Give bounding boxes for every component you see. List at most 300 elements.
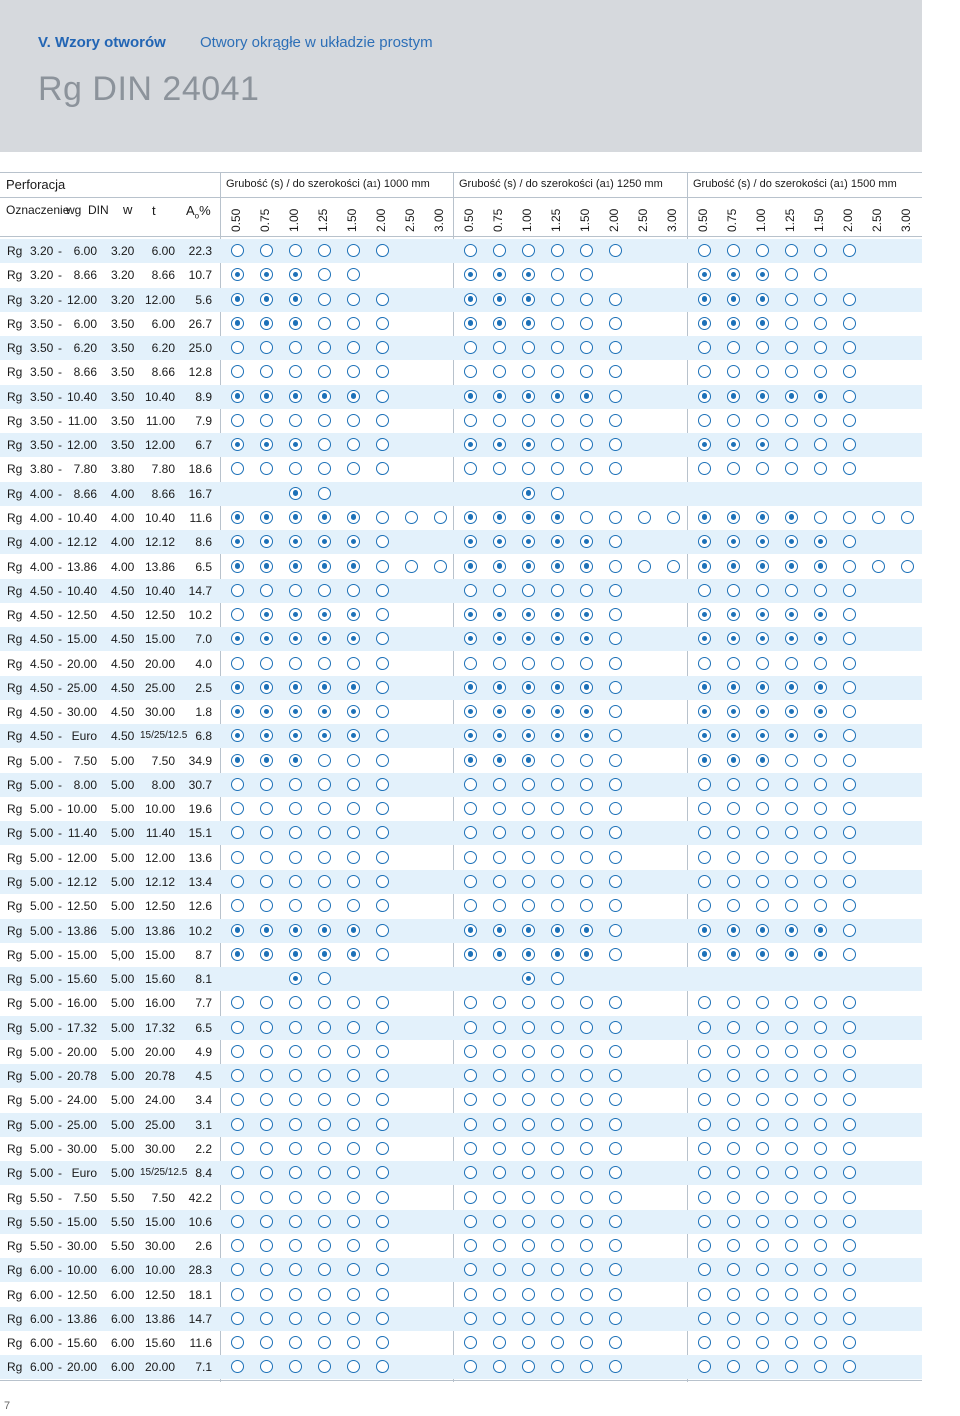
cell-ao: 1.8 bbox=[195, 705, 212, 720]
optional-circle-icon bbox=[376, 657, 389, 670]
available-dot-icon bbox=[493, 293, 506, 306]
optional-circle-icon bbox=[493, 1312, 506, 1325]
header-band bbox=[0, 0, 922, 152]
available-dot-icon bbox=[814, 705, 827, 718]
optional-circle-icon bbox=[464, 851, 477, 864]
available-dot-icon bbox=[756, 511, 769, 524]
optional-circle-icon bbox=[347, 341, 360, 354]
col-ao-unit: % bbox=[199, 203, 211, 218]
cell-dash: - bbox=[58, 608, 62, 623]
table-row bbox=[0, 627, 922, 651]
cell-rg: Rg bbox=[7, 1336, 23, 1351]
available-dot-icon bbox=[464, 681, 477, 694]
optional-circle-icon bbox=[347, 1142, 360, 1155]
cell-d1: 6.00 bbox=[30, 1360, 54, 1375]
available-dot-icon bbox=[347, 681, 360, 694]
cell-dash: - bbox=[58, 656, 62, 671]
optional-circle-icon bbox=[289, 1336, 302, 1349]
optional-circle-icon bbox=[551, 1045, 564, 1058]
optional-circle-icon bbox=[493, 1215, 506, 1228]
cell-ao: 10.7 bbox=[188, 268, 212, 283]
optional-circle-icon bbox=[493, 1166, 506, 1179]
optional-circle-icon bbox=[318, 875, 331, 888]
col-ao-subscript: o bbox=[194, 211, 200, 221]
cell-ao: 3.1 bbox=[195, 1117, 212, 1132]
optional-circle-icon bbox=[609, 899, 622, 912]
cell-d1: 5.00 bbox=[30, 923, 54, 938]
available-dot-icon bbox=[347, 390, 360, 403]
optional-circle-icon bbox=[376, 705, 389, 718]
available-dot-icon bbox=[580, 681, 593, 694]
cell-rg: Rg bbox=[7, 438, 23, 453]
available-dot-icon bbox=[318, 705, 331, 718]
thickness-col-label: 1.25 bbox=[783, 208, 797, 232]
optional-circle-icon bbox=[522, 1336, 535, 1349]
optional-circle-icon bbox=[580, 1336, 593, 1349]
cell-dash: - bbox=[58, 1214, 62, 1229]
optional-circle-icon bbox=[580, 341, 593, 354]
optional-circle-icon bbox=[260, 1312, 273, 1325]
group-header-1 bbox=[226, 178, 430, 190]
optional-circle-icon bbox=[580, 1166, 593, 1179]
available-dot-icon bbox=[464, 729, 477, 742]
available-dot-icon bbox=[785, 924, 798, 937]
cell-rg: Rg bbox=[7, 826, 23, 841]
cell-rg: Rg bbox=[7, 583, 23, 598]
optional-circle-icon bbox=[493, 1288, 506, 1301]
available-dot-icon bbox=[493, 608, 506, 621]
optional-circle-icon bbox=[609, 438, 622, 451]
cell-ao: 11.6 bbox=[189, 510, 212, 525]
cell-rg: Rg bbox=[7, 802, 23, 817]
optional-circle-icon bbox=[843, 511, 856, 524]
available-dot-icon bbox=[318, 729, 331, 742]
available-dot-icon bbox=[493, 390, 506, 403]
optional-circle-icon bbox=[260, 1166, 273, 1179]
optional-circle-icon bbox=[260, 826, 273, 839]
available-dot-icon bbox=[522, 560, 535, 573]
optional-circle-icon bbox=[551, 487, 564, 500]
optional-circle-icon bbox=[580, 244, 593, 257]
optional-circle-icon bbox=[551, 875, 564, 888]
cell-t: 12.00 bbox=[144, 438, 175, 453]
table-row bbox=[0, 797, 922, 821]
optional-circle-icon bbox=[318, 293, 331, 306]
optional-circle-icon bbox=[814, 1142, 827, 1155]
cell-ao: 13.6 bbox=[188, 850, 212, 865]
available-dot-icon bbox=[698, 632, 711, 645]
available-dot-icon bbox=[580, 560, 593, 573]
optional-circle-icon bbox=[522, 899, 535, 912]
available-dot-icon bbox=[464, 511, 477, 524]
available-dot-icon bbox=[318, 560, 331, 573]
optional-circle-icon bbox=[580, 584, 593, 597]
header-line bbox=[0, 172, 922, 173]
cell-d1: 5.50 bbox=[30, 1239, 54, 1254]
cell-d2: 11.40 bbox=[67, 826, 97, 841]
optional-circle-icon bbox=[522, 341, 535, 354]
optional-circle-icon bbox=[376, 851, 389, 864]
optional-circle-icon bbox=[551, 996, 564, 1009]
optional-circle-icon bbox=[289, 1360, 302, 1373]
cell-t: 10.40 bbox=[144, 389, 175, 404]
col-wg: wg bbox=[66, 203, 82, 217]
available-dot-icon bbox=[522, 317, 535, 330]
available-dot-icon bbox=[551, 681, 564, 694]
available-dot-icon bbox=[347, 924, 360, 937]
optional-circle-icon bbox=[551, 462, 564, 475]
table-row bbox=[0, 1161, 922, 1185]
thickness-col-label: 1.25 bbox=[549, 208, 563, 232]
optional-circle-icon bbox=[289, 1191, 302, 1204]
optional-circle-icon bbox=[347, 1166, 360, 1179]
available-dot-icon bbox=[756, 924, 769, 937]
available-dot-icon bbox=[231, 729, 244, 742]
cell-t: 7.50 bbox=[151, 753, 175, 768]
optional-circle-icon bbox=[872, 560, 885, 573]
cell-d1: 5.00 bbox=[30, 1044, 54, 1059]
optional-circle-icon bbox=[698, 802, 711, 815]
thickness-col-label: 1.50 bbox=[345, 208, 359, 232]
cell-t: 20.00 bbox=[144, 656, 175, 671]
available-dot-icon bbox=[698, 268, 711, 281]
optional-circle-icon bbox=[493, 1263, 506, 1276]
optional-circle-icon bbox=[260, 851, 273, 864]
optional-circle-icon bbox=[522, 584, 535, 597]
optional-circle-icon bbox=[493, 1069, 506, 1082]
available-dot-icon bbox=[756, 293, 769, 306]
optional-circle-icon bbox=[551, 244, 564, 257]
table-row bbox=[0, 1258, 922, 1282]
cell-rg: Rg bbox=[7, 850, 23, 865]
optional-circle-icon bbox=[785, 1191, 798, 1204]
optional-circle-icon bbox=[376, 778, 389, 791]
group-header-text-end: ) 1250 mm bbox=[610, 178, 663, 190]
available-dot-icon bbox=[814, 390, 827, 403]
optional-circle-icon bbox=[756, 1215, 769, 1228]
optional-circle-icon bbox=[318, 1215, 331, 1228]
cell-d2: 13.86 bbox=[66, 559, 97, 574]
available-dot-icon bbox=[522, 535, 535, 548]
optional-circle-icon bbox=[698, 584, 711, 597]
cell-w: 5.00 bbox=[111, 875, 135, 890]
optional-circle-icon bbox=[814, 244, 827, 257]
optional-circle-icon bbox=[756, 1191, 769, 1204]
optional-circle-icon bbox=[551, 365, 564, 378]
cell-ao: 6.7 bbox=[195, 438, 212, 453]
cell-w: 3.20 bbox=[111, 268, 135, 283]
available-dot-icon bbox=[260, 705, 273, 718]
optional-circle-icon bbox=[698, 462, 711, 475]
optional-circle-icon bbox=[785, 1360, 798, 1373]
optional-circle-icon bbox=[464, 657, 477, 670]
table-row bbox=[0, 506, 922, 530]
optional-circle-icon bbox=[318, 584, 331, 597]
optional-circle-icon bbox=[785, 1336, 798, 1349]
cell-rg: Rg bbox=[7, 292, 23, 307]
optional-circle-icon bbox=[260, 1191, 273, 1204]
available-dot-icon bbox=[580, 729, 593, 742]
cell-w: 5.00 bbox=[111, 923, 135, 938]
cell-dash: - bbox=[58, 753, 62, 768]
thickness-col-label: 0.50 bbox=[696, 208, 710, 232]
optional-circle-icon bbox=[551, 1360, 564, 1373]
cell-d2: 11.00 bbox=[67, 413, 97, 428]
cell-d1: 6.00 bbox=[30, 1311, 54, 1326]
optional-circle-icon bbox=[231, 1069, 244, 1082]
cell-d2: 6.00 bbox=[73, 316, 97, 331]
optional-circle-icon bbox=[376, 608, 389, 621]
available-dot-icon bbox=[493, 560, 506, 573]
col-w: w bbox=[123, 202, 133, 217]
optional-circle-icon bbox=[318, 1166, 331, 1179]
cell-d2: 10.00 bbox=[66, 1263, 97, 1278]
cell-ao: 8.9 bbox=[195, 389, 212, 404]
available-dot-icon bbox=[464, 438, 477, 451]
optional-circle-icon bbox=[289, 1069, 302, 1082]
optional-circle-icon bbox=[551, 802, 564, 815]
optional-circle-icon bbox=[522, 462, 535, 475]
optional-circle-icon bbox=[727, 1312, 740, 1325]
optional-circle-icon bbox=[289, 1288, 302, 1301]
table-row bbox=[0, 433, 922, 457]
cell-t: 30.00 bbox=[144, 705, 175, 720]
cell-w: 4.50 bbox=[111, 583, 135, 598]
optional-circle-icon bbox=[609, 462, 622, 475]
optional-circle-icon bbox=[231, 802, 244, 815]
optional-circle-icon bbox=[843, 851, 856, 864]
optional-circle-icon bbox=[260, 1360, 273, 1373]
optional-circle-icon bbox=[580, 1118, 593, 1131]
optional-circle-icon bbox=[493, 1045, 506, 1058]
optional-circle-icon bbox=[551, 1093, 564, 1106]
table-row bbox=[0, 1331, 922, 1355]
optional-circle-icon bbox=[551, 293, 564, 306]
col-din: DIN bbox=[88, 203, 109, 217]
optional-circle-icon bbox=[727, 802, 740, 815]
cell-d2: 30.00 bbox=[66, 1239, 97, 1254]
optional-circle-icon bbox=[347, 1118, 360, 1131]
available-dot-icon bbox=[727, 438, 740, 451]
optional-circle-icon bbox=[843, 729, 856, 742]
available-dot-icon bbox=[260, 948, 273, 961]
optional-circle-icon bbox=[609, 414, 622, 427]
optional-circle-icon bbox=[493, 1093, 506, 1106]
optional-circle-icon bbox=[609, 1118, 622, 1131]
cell-dash: - bbox=[58, 680, 62, 695]
available-dot-icon bbox=[756, 754, 769, 767]
cell-w: 5.00 bbox=[111, 1093, 135, 1108]
optional-circle-icon bbox=[843, 802, 856, 815]
cell-dash: - bbox=[58, 850, 62, 865]
cell-w: 5.00 bbox=[111, 899, 135, 914]
available-dot-icon bbox=[756, 729, 769, 742]
optional-circle-icon bbox=[785, 1045, 798, 1058]
optional-circle-icon bbox=[347, 1191, 360, 1204]
optional-circle-icon bbox=[376, 996, 389, 1009]
cell-rg: Rg bbox=[7, 268, 23, 283]
available-dot-icon bbox=[231, 948, 244, 961]
optional-circle-icon bbox=[347, 293, 360, 306]
optional-circle-icon bbox=[260, 1288, 273, 1301]
optional-circle-icon bbox=[609, 802, 622, 815]
available-dot-icon bbox=[347, 948, 360, 961]
cell-t: 15.00 bbox=[144, 1214, 175, 1229]
cell-d1: 5.00 bbox=[30, 947, 54, 962]
available-dot-icon bbox=[318, 608, 331, 621]
optional-circle-icon bbox=[580, 754, 593, 767]
cell-rg: Rg bbox=[7, 244, 23, 258]
optional-circle-icon bbox=[551, 584, 564, 597]
cell-d1: 5.00 bbox=[30, 1141, 54, 1156]
available-dot-icon bbox=[814, 535, 827, 548]
optional-circle-icon bbox=[231, 341, 244, 354]
cell-t: 25.00 bbox=[144, 1117, 175, 1132]
cell-d2: 15.60 bbox=[66, 1336, 97, 1351]
cell-rg: Rg bbox=[7, 535, 23, 550]
cell-w: 4.00 bbox=[111, 486, 135, 501]
cell-ao: 2.6 bbox=[195, 1239, 212, 1254]
cell-t: 24.00 bbox=[144, 1093, 175, 1108]
cell-d1: 5.00 bbox=[30, 753, 54, 768]
table-row bbox=[0, 555, 922, 579]
cell-t: 20.00 bbox=[144, 1044, 175, 1059]
optional-circle-icon bbox=[260, 244, 273, 257]
cell-d1: 4.00 bbox=[30, 486, 54, 501]
optional-circle-icon bbox=[522, 1360, 535, 1373]
optional-circle-icon bbox=[698, 1118, 711, 1131]
optional-circle-icon bbox=[289, 802, 302, 815]
cell-dash: - bbox=[58, 947, 62, 962]
cell-d2: 8.66 bbox=[73, 365, 97, 380]
group-header-text: Grubość (s) / do szerokości (a bbox=[459, 178, 606, 190]
optional-circle-icon bbox=[698, 1239, 711, 1252]
cell-ao: 18.1 bbox=[188, 1287, 212, 1302]
optional-circle-icon bbox=[843, 1021, 856, 1034]
cell-ao: 10.6 bbox=[188, 1214, 212, 1229]
optional-circle-icon bbox=[260, 657, 273, 670]
optional-circle-icon bbox=[785, 899, 798, 912]
optional-circle-icon bbox=[347, 875, 360, 888]
optional-circle-icon bbox=[522, 244, 535, 257]
optional-circle-icon bbox=[405, 511, 418, 524]
table-row bbox=[0, 360, 922, 384]
cell-ao: 6.5 bbox=[195, 1020, 212, 1035]
optional-circle-icon bbox=[231, 462, 244, 475]
available-dot-icon bbox=[260, 681, 273, 694]
optional-circle-icon bbox=[493, 1118, 506, 1131]
optional-circle-icon bbox=[376, 1360, 389, 1373]
optional-circle-icon bbox=[347, 584, 360, 597]
optional-circle-icon bbox=[727, 1336, 740, 1349]
optional-circle-icon bbox=[289, 851, 302, 864]
optional-circle-icon bbox=[551, 268, 564, 281]
optional-circle-icon bbox=[464, 899, 477, 912]
available-dot-icon bbox=[464, 390, 477, 403]
optional-circle-icon bbox=[551, 1142, 564, 1155]
cell-dash: - bbox=[58, 1239, 62, 1254]
optional-circle-icon bbox=[289, 875, 302, 888]
optional-circle-icon bbox=[318, 1045, 331, 1058]
optional-circle-icon bbox=[814, 268, 827, 281]
header-line bbox=[0, 197, 922, 198]
thickness-col-label: 0.75 bbox=[491, 208, 505, 232]
available-dot-icon bbox=[231, 754, 244, 767]
optional-circle-icon bbox=[756, 1093, 769, 1106]
optional-circle-icon bbox=[318, 778, 331, 791]
cell-t: 10.40 bbox=[144, 583, 175, 598]
cell-d1: 5.00 bbox=[30, 1117, 54, 1132]
optional-circle-icon bbox=[727, 851, 740, 864]
cell-t: 12.12 bbox=[144, 875, 175, 890]
available-dot-icon bbox=[551, 608, 564, 621]
optional-circle-icon bbox=[231, 244, 244, 257]
optional-circle-icon bbox=[231, 1093, 244, 1106]
optional-circle-icon bbox=[551, 972, 564, 985]
optional-circle-icon bbox=[231, 584, 244, 597]
optional-circle-icon bbox=[318, 1263, 331, 1276]
optional-circle-icon bbox=[609, 1360, 622, 1373]
available-dot-icon bbox=[580, 924, 593, 937]
available-dot-icon bbox=[785, 390, 798, 403]
optional-circle-icon bbox=[843, 414, 856, 427]
optional-circle-icon bbox=[609, 1191, 622, 1204]
table-row bbox=[0, 773, 922, 797]
available-dot-icon bbox=[231, 535, 244, 548]
optional-circle-icon bbox=[347, 1312, 360, 1325]
available-dot-icon bbox=[260, 268, 273, 281]
optional-circle-icon bbox=[785, 826, 798, 839]
cell-ao: 4.9 bbox=[195, 1044, 212, 1059]
optional-circle-icon bbox=[756, 778, 769, 791]
optional-circle-icon bbox=[347, 317, 360, 330]
cell-t: 16.00 bbox=[144, 996, 175, 1011]
optional-circle-icon bbox=[260, 341, 273, 354]
cell-d2: 20.00 bbox=[66, 1044, 97, 1059]
table-row bbox=[0, 919, 922, 943]
optional-circle-icon bbox=[347, 1093, 360, 1106]
available-dot-icon bbox=[260, 535, 273, 548]
cell-rg: Rg bbox=[7, 510, 23, 525]
cell-d2: 12.50 bbox=[66, 1287, 97, 1302]
optional-circle-icon bbox=[260, 1093, 273, 1106]
table-row bbox=[0, 239, 922, 263]
optional-circle-icon bbox=[580, 1069, 593, 1082]
available-dot-icon bbox=[756, 632, 769, 645]
available-dot-icon bbox=[551, 560, 564, 573]
page-number: 7 bbox=[4, 1400, 11, 1412]
optional-circle-icon bbox=[464, 341, 477, 354]
optional-circle-icon bbox=[785, 1118, 798, 1131]
optional-circle-icon bbox=[231, 1360, 244, 1373]
optional-circle-icon bbox=[727, 826, 740, 839]
optional-circle-icon bbox=[609, 317, 622, 330]
optional-circle-icon bbox=[843, 681, 856, 694]
optional-circle-icon bbox=[843, 365, 856, 378]
table-row bbox=[0, 943, 922, 967]
cell-w: 5.00 bbox=[111, 802, 135, 817]
optional-circle-icon bbox=[843, 1239, 856, 1252]
optional-circle-icon bbox=[727, 1288, 740, 1301]
available-dot-icon bbox=[260, 317, 273, 330]
available-dot-icon bbox=[580, 535, 593, 548]
cell-rg: Rg bbox=[7, 1311, 23, 1326]
cell-w: 4.00 bbox=[111, 559, 135, 574]
optional-circle-icon bbox=[785, 657, 798, 670]
optional-circle-icon bbox=[318, 414, 331, 427]
optional-circle-icon bbox=[814, 1069, 827, 1082]
optional-circle-icon bbox=[289, 414, 302, 427]
